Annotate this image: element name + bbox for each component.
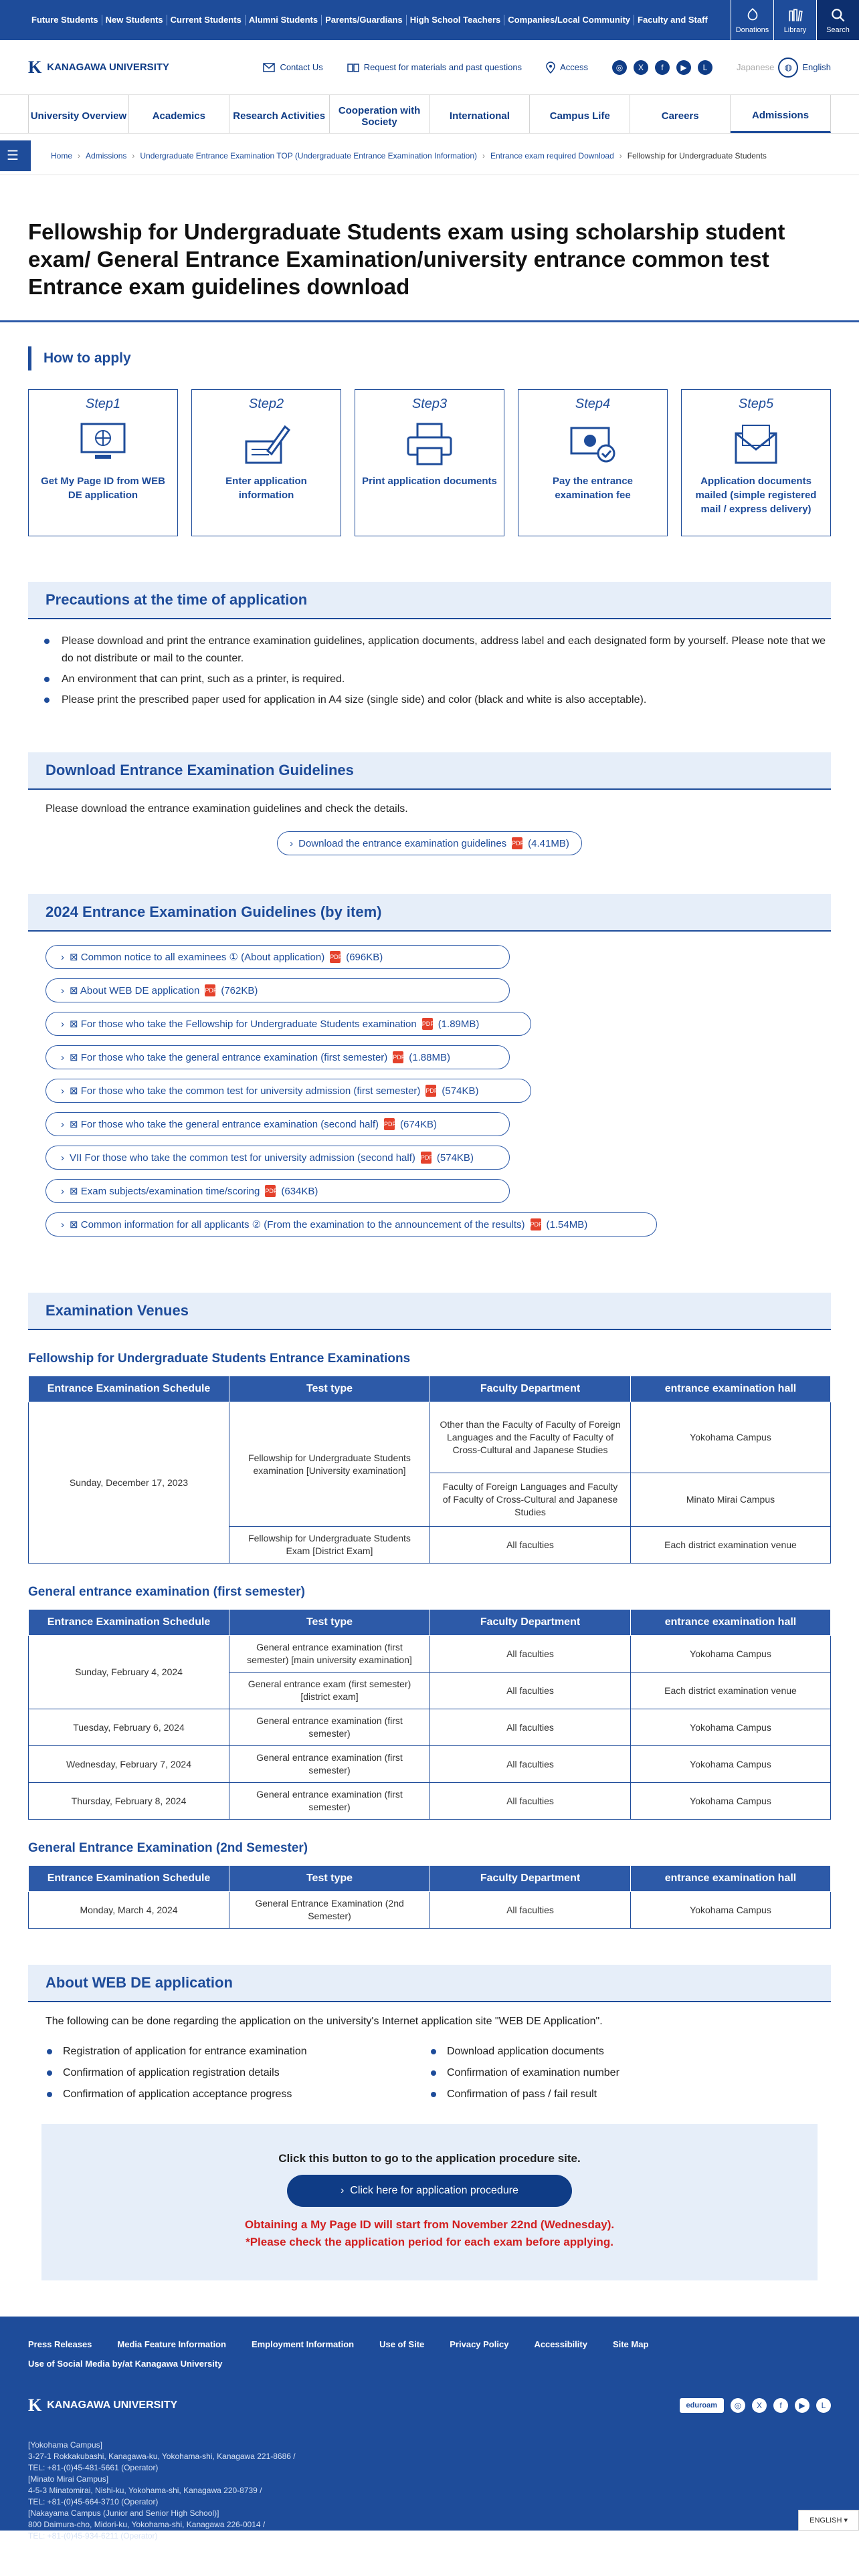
pen-paper-icon [241, 421, 292, 467]
audience-link[interactable]: Alumni Students [246, 15, 322, 25]
application-procedure-button[interactable] [287, 2175, 572, 2207]
book-icon [347, 62, 359, 73]
webde-intro: The following can be done regarding the application on the university's Internet application site "WEB DE Application". [45, 2016, 603, 2027]
japanese-link[interactable]: Japanese [736, 62, 775, 72]
table-cell: Yokohama Campus [631, 1783, 831, 1820]
computer-icon [78, 421, 128, 467]
top-bar [0, 0, 859, 40]
nav-careers[interactable]: Careers [630, 95, 731, 133]
breadcrumb-current: Fellowship for Undergraduate Students [627, 150, 767, 160]
step-label: Get My Page ID from WEB DE application [41, 475, 165, 501]
address-line: [Minato Mirai Campus] [28, 2474, 109, 2484]
language-switch [737, 58, 831, 78]
chevron-right-icon: › [132, 150, 135, 160]
library-button[interactable] [773, 0, 816, 40]
university-logo[interactable] [28, 58, 169, 78]
address-line: [Nakayama Campus (Junior and Senior High School)] [28, 2508, 219, 2518]
table-cell: Sunday, February 4, 2024 [29, 1636, 229, 1709]
col-header: Faculty Department [430, 1376, 631, 1402]
pdf-icon: PDF [422, 1018, 433, 1030]
table-cell: General entrance exam (first semester) [district exam] [229, 1673, 430, 1709]
step-number: Step1 [85, 397, 121, 411]
col-header: Entrance Examination Schedule [29, 1610, 229, 1636]
audience-link[interactable]: Companies/Local Community [504, 15, 634, 25]
footer-link[interactable]: Media Feature Information [117, 2339, 226, 2349]
list-item: Please download and print the entrance examination guidelines, application documents, address label and each designated form by yourself. Please note that we do not distribute or mail to the counter. [41, 633, 831, 667]
footer-logo[interactable] [28, 2395, 177, 2416]
contact-label: Contact Us [280, 62, 323, 72]
general-second-table-title: General Entrance Examination (2nd Semester) [28, 1841, 308, 1855]
howto-heading: How to apply [28, 346, 831, 370]
audience-link[interactable]: Parents/Guardians [322, 15, 407, 25]
file-size: (1.54MB) [546, 1218, 588, 1230]
address-line: 4-5-3 Minatomirai, Nishi-ku, Yokohama-shi, Kanagawa 220-8739 / [28, 2486, 262, 2495]
guideline-label: ⊠ For those who take the common test for university admission (first semester) [70, 1085, 421, 1097]
facebook-icon[interactable]: f [773, 2398, 788, 2413]
step-4 [518, 389, 668, 536]
address-line: [Yokohama Campus] [28, 2440, 102, 2450]
nav-cooperation[interactable]: Cooperation with Society [330, 95, 430, 133]
breadcrumb-download[interactable]: Entrance exam required Download [490, 150, 614, 160]
table-cell: Minato Mirai Campus [631, 1473, 831, 1527]
application-callout [41, 2124, 818, 2280]
table-cell: Each district examination venue [631, 1527, 831, 1564]
general-second-venue-table [28, 1865, 831, 1929]
step-number: Step3 [411, 397, 448, 411]
col-header: Entrance Examination Schedule [29, 1866, 229, 1892]
table-cell: Fellowship for Undergraduate Students Exam [District Exam] [229, 1527, 430, 1564]
step-3 [355, 389, 504, 536]
list-item: Download application documents [430, 2041, 814, 2062]
footer-link[interactable]: Accessibility [534, 2339, 587, 2349]
nav-academics[interactable]: Academics [129, 95, 229, 133]
table-cell: Wednesday, February 7, 2024 [29, 1746, 229, 1783]
list-item: Confirmation of application registration details [45, 2062, 430, 2084]
nav-international[interactable]: International [430, 95, 531, 133]
file-size: (674KB) [400, 1118, 438, 1130]
footer-link[interactable]: Use of Site [379, 2339, 425, 2349]
x-icon[interactable]: X [634, 60, 648, 75]
guideline-label: VII For those who take the common test for university admission (second half) [70, 1152, 415, 1164]
guideline-label: ⊠ Common notice to all examinees ① (About application) [70, 952, 325, 963]
site-footer [0, 2317, 859, 2541]
list-item: An environment that can print, such as a printer, is required. [41, 671, 831, 688]
youtube-icon[interactable]: ▶ [795, 2398, 809, 2413]
line-icon[interactable]: L [698, 60, 712, 75]
col-header: entrance examination hall [631, 1866, 831, 1892]
audience-links [28, 15, 711, 25]
breadcrumb-undergrad[interactable]: Undergraduate Entrance Examination TOP (Undergraduate Entrance Examination Information) [140, 150, 477, 160]
table-cell: Yokohama Campus [631, 1709, 831, 1746]
general-first-venue-table [28, 1609, 831, 1820]
search-icon [830, 7, 847, 24]
file-size: (1.89MB) [438, 1018, 480, 1030]
chevron-right-icon: › [61, 1152, 64, 1164]
col-header: entrance examination hall [631, 1376, 831, 1402]
webde-features [45, 2041, 814, 2105]
pdf-icon: PDF [421, 1152, 432, 1164]
table-cell: Each district examination venue [631, 1673, 831, 1709]
table-cell: Faculty of Foreign Languages and Faculty of Faculty of Cross-Cultural and Japanese Studies [430, 1473, 631, 1527]
download-guidelines-link[interactable] [277, 831, 582, 855]
library-icon [787, 7, 804, 24]
step-label: Enter application information [225, 475, 307, 501]
download-heading: Download Entrance Examination Guidelines [28, 752, 831, 790]
table-cell: General Entrance Examination (2nd Semester) [229, 1892, 430, 1929]
step-number: Step4 [575, 397, 611, 411]
table-cell: Yokohama Campus [631, 1402, 831, 1473]
chevron-right-icon: › [61, 1118, 64, 1130]
breadcrumb-home[interactable]: Home [51, 150, 73, 160]
table-cell: All faculties [430, 1636, 631, 1673]
col-header: Test type [229, 1376, 430, 1402]
location-pin-icon [546, 62, 555, 74]
col-header: Faculty Department [430, 1866, 631, 1892]
chevron-right-icon: › [341, 2185, 351, 2196]
pdf-icon: PDF [393, 1051, 403, 1063]
english-link[interactable]: English [802, 62, 831, 72]
footer-link[interactable]: Site Map [612, 2339, 649, 2349]
guideline-link[interactable] [45, 978, 510, 1002]
step-label: Print application documents [362, 475, 497, 487]
precautions-heading: Precautions at the time of application [28, 582, 831, 619]
venues-heading: Examination Venues [28, 1293, 831, 1330]
footer-university-name: KANAGAWA UNIVERSITY [47, 2399, 178, 2411]
nav-university-overview[interactable]: University Overview [28, 95, 129, 133]
audience-link[interactable]: Current Students [167, 15, 246, 25]
guideline-link[interactable] [45, 1012, 531, 1036]
table-cell: General entrance examination (first semester) [main university examination] [229, 1636, 430, 1673]
table-cell: Monday, March 4, 2024 [29, 1892, 229, 1929]
step-number: Step5 [738, 397, 774, 411]
access-link[interactable] [546, 62, 588, 74]
precautions-list [41, 633, 831, 709]
footer-addresses [28, 2440, 831, 2542]
general-first-table-title: General entrance examination (first semester) [28, 1585, 305, 1599]
col-header: entrance examination hall [631, 1610, 831, 1636]
address-line: TEL: +81-(0)45-481-5661 (Operator) [28, 2463, 159, 2472]
byitem-heading: 2024 Entrance Examination Guidelines (by item) [28, 894, 831, 932]
social-links [612, 60, 712, 75]
table-cell: Yokohama Campus [631, 1746, 831, 1783]
table-cell: General entrance examination (first semester) [229, 1746, 430, 1783]
file-size: (574KB) [436, 1152, 474, 1164]
table-cell: Thursday, February 8, 2024 [29, 1783, 229, 1820]
step-1 [28, 389, 178, 536]
file-size: (696KB) [346, 951, 383, 963]
search-button[interactable] [816, 0, 859, 40]
globe-icon: ◍ [778, 58, 798, 78]
chevron-right-icon: › [619, 150, 622, 160]
pdf-icon: PDF [205, 984, 215, 996]
step-label: Application documents mailed (simple registered mail / express delivery) [695, 475, 817, 515]
audience-link[interactable]: Future Students [28, 15, 102, 25]
application-steps [28, 389, 831, 536]
instagram-icon[interactable]: ◎ [612, 60, 627, 75]
table-cell: All faculties [430, 1746, 631, 1783]
callout-text: Click this button to go to the application procedure site. [278, 2152, 581, 2165]
pdf-icon: PDF [330, 951, 341, 963]
table-cell: All faculties [430, 1783, 631, 1820]
donations-label: Donations [735, 25, 769, 34]
col-header: Test type [229, 1866, 430, 1892]
col-header: Faculty Department [430, 1610, 631, 1636]
main-nav [0, 95, 859, 134]
guideline-link[interactable] [45, 1112, 510, 1136]
table-cell: Fellowship for Undergraduate Students examination [University examination] [229, 1402, 430, 1527]
chevron-right-icon: › [61, 951, 64, 963]
footer-link[interactable]: Employment Information [251, 2339, 355, 2349]
address-line: TEL: +81-(0)45-664-3710 (Operator) [28, 2497, 159, 2506]
file-size: (762KB) [221, 984, 258, 996]
fellowship-table-title: Fellowship for Undergraduate Students Entrance Examinations [28, 1352, 411, 1366]
guideline-label: ⊠ Exam subjects/examination time/scoring [70, 1186, 260, 1197]
donations-icon [744, 7, 761, 24]
contact-link[interactable] [263, 62, 322, 72]
table-cell: All faculties [430, 1527, 631, 1564]
table-cell: Yokohama Campus [631, 1892, 831, 1929]
line-icon[interactable]: L [816, 2398, 831, 2413]
address-line: 3-27-1 Rokkakubashi, Kanagawa-ku, Yokohama-shi, Kanagawa 221-8686 / [28, 2452, 296, 2461]
table-cell: Sunday, December 17, 2023 [29, 1402, 229, 1564]
list-item: Confirmation of examination number [430, 2062, 814, 2084]
table-cell: General entrance examination (first semester) [229, 1709, 430, 1746]
table-cell: All faculties [430, 1673, 631, 1709]
download-link-label: Download the entrance examination guidelines [298, 837, 507, 849]
audience-link[interactable]: New Students [102, 15, 167, 25]
table-cell: Yokohama Campus [631, 1636, 831, 1673]
pdf-icon: PDF [384, 1118, 395, 1130]
callout-note: Obtaining a My Page ID will start from November 22nd (Wednesday). [244, 2218, 615, 2231]
guideline-label: ⊠ For those who take the general entrance examination (second half) [70, 1119, 379, 1130]
table-cell: Other than the Faculty of Faculty of Foreign Languages and the Faculty of Faculty of Cross-Cultural and Japanese Studies [430, 1402, 631, 1473]
webde-heading: About WEB DE application [28, 1965, 831, 2002]
step-2 [191, 389, 341, 536]
printer-icon [404, 421, 455, 467]
chevron-right-icon: › [482, 150, 485, 160]
footer-link[interactable]: Privacy Policy [450, 2339, 509, 2349]
application-button-label: Click here for application procedure [350, 2185, 518, 2196]
chevron-right-icon: › [61, 1085, 64, 1097]
table-cell: Tuesday, February 6, 2024 [29, 1709, 229, 1746]
guideline-link[interactable] [45, 1045, 510, 1069]
nav-campus-life[interactable]: Campus Life [530, 95, 630, 133]
address-line: TEL: +81-(0)45-934-6211 (Operator) [28, 2531, 158, 2541]
footer-link[interactable]: Use of Social Media by/at Kanagawa University [28, 2359, 223, 2369]
list-item: Please print the prescribed paper used for application in A4 size (single side) and color (black and white is also acceptable). [41, 691, 831, 709]
instagram-icon[interactable]: ◎ [731, 2398, 745, 2413]
pdf-icon: PDF [512, 837, 522, 849]
request-label: Request for materials and past questions [363, 62, 522, 72]
pdf-icon: PDF [265, 1185, 276, 1197]
nav-research[interactable]: Research Activities [229, 95, 330, 133]
guideline-label: ⊠ For those who take the general entrance examination (first semester) [70, 1052, 388, 1063]
university-name: KANAGAWA UNIVERSITY [47, 62, 170, 73]
side-menu-button[interactable] [0, 140, 31, 171]
table-cell: All faculties [430, 1709, 631, 1746]
chevron-right-icon: › [78, 150, 81, 160]
donations-button[interactable] [731, 0, 773, 40]
file-size: (1.88MB) [409, 1051, 450, 1063]
footer-social [680, 2398, 831, 2413]
list-item: Confirmation of application acceptance progress [45, 2084, 430, 2105]
breadcrumb-admissions[interactable]: Admissions [86, 150, 127, 160]
guideline-items [45, 945, 814, 1237]
pdf-icon: PDF [425, 1085, 436, 1097]
logo-mark-icon: K [28, 2395, 42, 2415]
nav-admissions[interactable]: Admissions [731, 95, 831, 133]
hamburger-icon: ☰ [7, 148, 19, 163]
footer-link[interactable]: Press Releases [28, 2339, 92, 2349]
logo-mark-icon: K [28, 57, 42, 77]
payment-icon [567, 421, 618, 467]
search-label: Search [826, 25, 850, 34]
chevron-right-icon: › [290, 837, 294, 849]
breadcrumb [0, 136, 859, 175]
guideline-link[interactable] [45, 1146, 510, 1170]
file-size: (4.41MB) [528, 837, 569, 849]
facebook-icon[interactable]: f [655, 60, 670, 75]
fellowship-venue-table [28, 1376, 831, 1564]
chevron-right-icon: › [61, 1218, 64, 1230]
page-title: Fellowship for Undergraduate Students exam using scholarship student exam/ General Entrance Examination/university entrance common test Entrance exam guidelines download [0, 175, 859, 322]
step-number: Step2 [248, 397, 284, 411]
access-label: Access [560, 62, 588, 72]
chevron-right-icon: › [61, 1185, 64, 1197]
audience-link[interactable]: Faculty and Staff [638, 15, 708, 25]
file-size: (634KB) [281, 1185, 318, 1197]
col-header: Entrance Examination Schedule [29, 1376, 229, 1402]
pdf-icon: PDF [531, 1218, 541, 1230]
envelope-icon [731, 421, 781, 467]
file-size: (574KB) [442, 1085, 479, 1097]
site-header [0, 40, 859, 95]
chevron-right-icon: › [61, 1051, 64, 1063]
library-label: Library [783, 25, 807, 34]
list-item: Registration of application for entrance examination [45, 2041, 430, 2062]
guideline-link[interactable] [45, 1079, 531, 1103]
step-label: Pay the entrance examination fee [552, 475, 634, 501]
download-text: Please download the entrance examination guidelines and check the details. [45, 803, 408, 815]
list-item: Confirmation of pass / fail result [430, 2084, 814, 2105]
request-link[interactable] [347, 62, 522, 73]
audience-link[interactable]: High School Teachers [407, 15, 505, 25]
x-icon[interactable]: X [752, 2398, 767, 2413]
guideline-link[interactable] [45, 1179, 510, 1203]
footer-links [28, 2339, 831, 2349]
address-line: 800 Daimura-cho, Midori-ku, Yokohama-shi, Kanagawa 226-0014 / [28, 2520, 266, 2529]
guideline-link[interactable] [45, 1212, 657, 1237]
mail-icon [263, 63, 275, 72]
eduroam-badge[interactable]: eduroam [680, 2398, 724, 2413]
callout-note: *Please check the application period for each exam before applying. [246, 2236, 613, 2248]
chevron-right-icon: › [61, 984, 64, 996]
guideline-label: ⊠ For those who take the Fellowship for Undergraduate Students examination [70, 1018, 417, 1030]
table-cell: General entrance examination (first semester) [229, 1783, 430, 1820]
youtube-icon[interactable]: ▶ [676, 60, 691, 75]
guideline-label: ⊠ About WEB DE application [70, 985, 200, 996]
guideline-label: ⊠ Common information for all applicants ② (From the examination to the announcement of the results) [70, 1219, 525, 1230]
chevron-right-icon: › [61, 1018, 64, 1030]
language-select[interactable]: ENGLISH ▾ [798, 2510, 859, 2531]
col-header: Test type [229, 1610, 430, 1636]
guideline-link[interactable] [45, 945, 510, 969]
table-cell: All faculties [430, 1892, 631, 1929]
step-5 [681, 389, 831, 536]
